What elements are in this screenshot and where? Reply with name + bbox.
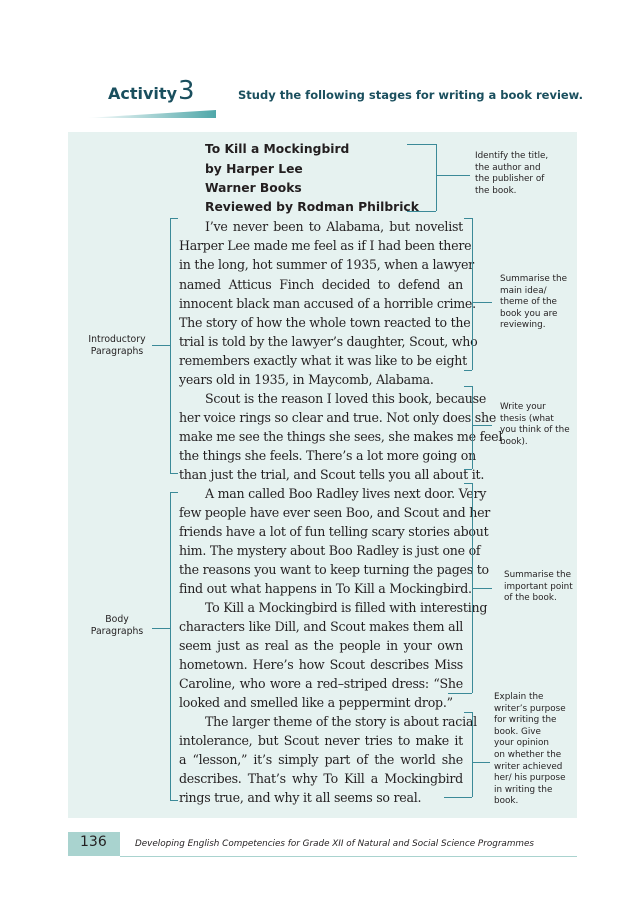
bracket-summary-top xyxy=(464,218,472,219)
label-introductory-line1: Introductory xyxy=(88,334,146,345)
review-line: The larger theme of the story is about racial xyxy=(205,714,477,729)
label-introductory xyxy=(82,334,152,358)
note-line: writer achieved xyxy=(494,761,563,772)
note-summarise-theme xyxy=(500,274,567,332)
note-line: the publisher of xyxy=(475,174,545,185)
bracket-title-info-tick xyxy=(436,175,470,176)
bracket-title-info-bottom xyxy=(407,211,436,212)
bracket-body-tick xyxy=(152,628,170,629)
review-line: find out what happens in To Kill a Mockingbird. xyxy=(179,581,472,596)
note-line: book you are xyxy=(500,308,558,319)
note-line: your opinion xyxy=(494,738,549,749)
review-line: looked and smelled like a peppermint drop.” xyxy=(179,695,453,710)
review-line: make me see the things she sees, she makes me feel xyxy=(179,429,503,444)
review-line: characters like Dill, and Scout makes them all xyxy=(179,619,463,634)
bracket-introductory-top xyxy=(170,218,178,219)
review-line: the things she feels. There’s a lot more going on xyxy=(179,448,476,463)
review-line: trial is told by the lawyer’s daughter, Scout, who xyxy=(179,334,478,349)
review-line: seem just as real as the people in your own xyxy=(179,638,463,653)
bracket-body xyxy=(170,492,171,800)
page-number: 136 xyxy=(80,834,107,850)
note-explain-purpose xyxy=(494,692,566,808)
bracket-summary xyxy=(472,218,473,370)
bracket-summary-tick xyxy=(472,302,492,303)
bracket-body-top xyxy=(170,492,178,493)
review-line: remembers exactly what it was like to be eight xyxy=(179,353,467,368)
label-introductory-line2: Paragraphs xyxy=(90,346,144,357)
bracket-introductory-tick xyxy=(152,345,170,346)
review-line: named Atticus Finch decided to defend an xyxy=(179,277,463,292)
book-publisher: Warner Books xyxy=(205,181,302,195)
note-line: for writing the xyxy=(494,715,557,726)
review-line: innocent black man accused of a horrible crime. xyxy=(179,296,476,311)
bracket-introductory xyxy=(170,218,171,473)
instruction-text: Study the following stages for writing a book review. xyxy=(238,88,583,102)
bracket-important-point-tick xyxy=(472,588,492,589)
review-line: in the long, hot summer of 1935, when a lawyer xyxy=(179,257,474,272)
bracket-title-info xyxy=(436,144,437,211)
note-write-thesis xyxy=(500,402,570,448)
bracket-introductory-bottom xyxy=(170,473,178,474)
label-body xyxy=(86,614,148,638)
review-line: rings true, and why it all seems so real. xyxy=(179,790,422,805)
review-line: hometown. Here’s how Scout describes Miss xyxy=(179,657,463,672)
bracket-purpose-bottom xyxy=(444,797,472,798)
bracket-thesis-tick xyxy=(472,425,492,426)
review-line: than just the trial, and Scout tells you all about it. xyxy=(179,467,485,482)
bracket-body-bottom xyxy=(170,800,178,801)
note-line: writer’s purpose xyxy=(494,703,566,714)
bracket-important-point-top xyxy=(464,483,472,484)
note-line: Explain the xyxy=(494,692,544,702)
review-line: Scout is the reason I loved this book, because xyxy=(205,391,487,406)
note-line: theme of the xyxy=(500,297,557,308)
note-line: Summarise the xyxy=(504,570,571,580)
note-line: you think of the xyxy=(500,425,570,436)
label-body-line1: Body xyxy=(105,614,129,625)
bracket-important-point-bottom xyxy=(448,693,472,694)
label-body-line2: Paragraphs xyxy=(90,626,144,637)
note-line: the book. xyxy=(475,185,517,196)
review-line: the reasons you want to keep turning the pages to xyxy=(179,562,489,577)
book-reviewer: Reviewed by Rodman Philbrick xyxy=(205,200,419,214)
book-author: by Harper Lee xyxy=(205,162,303,176)
footer-rule xyxy=(120,856,577,857)
review-line: I’ve never been to Alabama, but novelist xyxy=(205,219,463,234)
note-line: Write your xyxy=(500,402,546,412)
bracket-purpose-top xyxy=(464,712,472,713)
review-line: few people have ever seen Boo, and Scout and her xyxy=(179,505,491,520)
activity-underline xyxy=(86,110,216,118)
review-line: The story of how the whole town reacted to the xyxy=(179,315,471,330)
review-line: years old in 1935, in Maycomb, Alabama. xyxy=(179,372,434,387)
note-line: Summarise the xyxy=(500,274,567,284)
note-line: Identify the title, xyxy=(475,151,549,161)
review-line: him. The mystery about Boo Radley is just one of xyxy=(179,543,481,558)
bracket-thesis-top xyxy=(464,386,472,387)
note-line: the author and xyxy=(475,162,541,173)
bracket-title-info-top xyxy=(407,144,436,145)
bracket-purpose xyxy=(472,712,473,797)
bracket-thesis xyxy=(472,386,473,469)
review-line: intolerance, but Scout never tries to make it xyxy=(179,733,463,748)
activity-number: 3 xyxy=(178,76,195,106)
note-line: in writing the xyxy=(494,784,553,795)
note-line: of the book. xyxy=(504,593,557,604)
bracket-thesis-bottom xyxy=(464,469,472,470)
note-line: thesis (what xyxy=(500,413,554,424)
review-line: a “lesson,” it’s simply part of the world she xyxy=(179,752,463,767)
note-line: on whether the xyxy=(494,749,562,760)
review-line: Caroline, who wore a red–striped dress: “She xyxy=(179,676,463,691)
footer-text: Developing English Competencies for Grade XII of Natural and Social Science Programmes xyxy=(135,839,534,849)
review-line: A man called Boo Radley lives next door. Very xyxy=(205,486,487,501)
bracket-summary-bottom xyxy=(464,370,472,371)
note-identify-title xyxy=(475,151,548,197)
review-line: describes. That’s why To Kill a Mockingbird xyxy=(179,771,463,786)
book-title: To Kill a Mockingbird xyxy=(205,142,350,156)
review-line: Harper Lee made me feel as if I had been there xyxy=(179,238,472,253)
note-line: important point xyxy=(504,581,573,592)
bracket-purpose-tick xyxy=(472,762,490,763)
review-line: friends have a lot of fun telling scary stories about xyxy=(179,524,489,539)
review-line: To Kill a Mockingbird is filled with interesting xyxy=(205,600,488,615)
activity-label: Activity xyxy=(108,84,177,103)
note-important-point xyxy=(504,570,573,605)
note-line: reviewing. xyxy=(500,320,546,331)
note-line: book. Give xyxy=(494,726,541,737)
note-line: her/ his purpose xyxy=(494,773,566,784)
note-line: book. xyxy=(494,796,519,807)
review-line: her voice rings so clear and true. Not only does she xyxy=(179,410,497,425)
note-line: book). xyxy=(500,436,528,447)
note-line: main idea/ xyxy=(500,285,547,296)
